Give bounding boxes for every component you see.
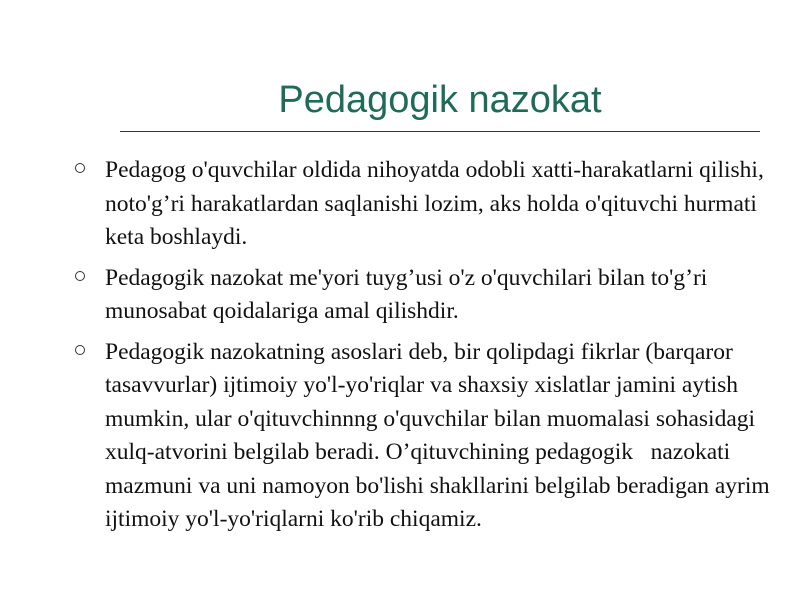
bullet-text: Pedagogik nazokat me'yori tuyg’usi o'z o'quvchilari bilan to'g’ri munosabat qoidalariga amal qilishdir. (105, 264, 714, 324)
hollow-circle-bullet-icon (75, 345, 85, 355)
bullet-text: Pedagogik nazokatning asoslari deb, bir qolipdagi fikrlar (barqaror tasavvurlar) ijtimoiy yo'l-yo'riqlar va shaxsiy xislatlar jamini aytish mumkin, ular o'qituvchinnng o'quvchilar bilan muomalasi sohasidagi xulq-atvorini belgilab beradi. O’qituvchining pedagogik nazokati mazmuni va uni namoyon bo'lishi shakllarini belgilab beradigan ayrim ijtimoiy yo'l-yo'riqlarni ko'rib chiqamiz. (105, 338, 776, 532)
hollow-circle-bullet-icon (75, 271, 85, 281)
slide-title: Pedagogik nazokat (278, 79, 602, 121)
bullet-item (75, 262, 780, 329)
bullet-item (75, 154, 780, 255)
hollow-circle-bullet-icon (75, 163, 85, 173)
title-divider (120, 131, 760, 132)
bullet-item (75, 336, 780, 537)
bullet-list (75, 154, 780, 544)
bullet-text: Pedagog o'quvchilar oldida nihoyatda odobli xatti-harakatlarni qilishi, noto'g’ri harakatlardan saqlanishi lozim, aks holda o'qituvchi hurmati keta boshlaydi. (105, 157, 770, 250)
